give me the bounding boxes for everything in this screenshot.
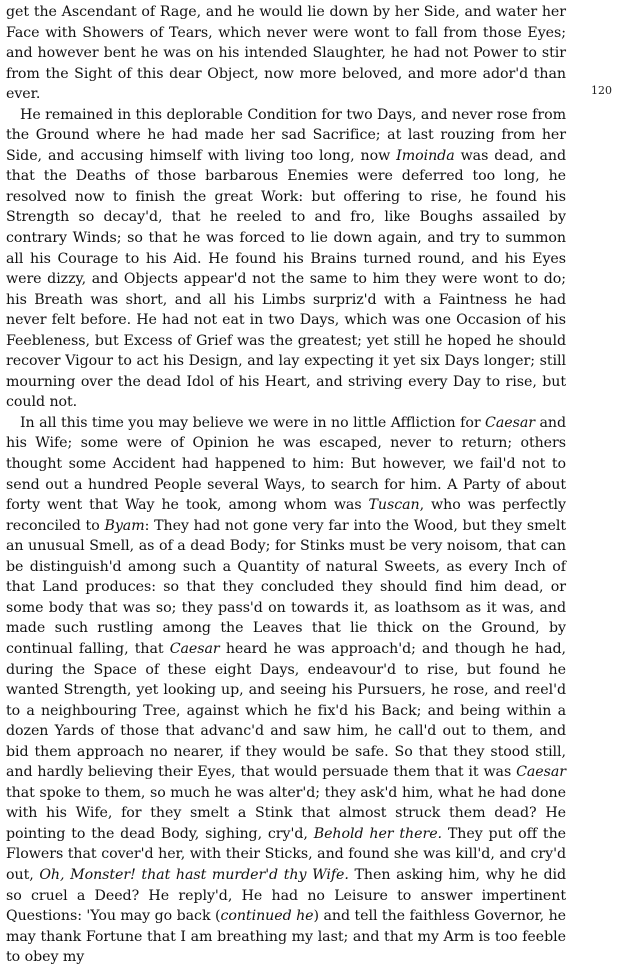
italic-text: Oh, Monster! that hast murder'd thy Wife. bbox=[39, 866, 349, 883]
text-run: was dead, and that the Deaths of those barbarous Enemies were deferred too long, he resolved now to finish the great Work: but offering to rise, he found his Strength so decay'd, that he reeled to and fro, like Boughs assailed by contrary Winds; so that he was forced to lie down again, and try to summon all his Courage to his Aid. He found his Brains turned round, and his Eyes were dizzy, and Objects appear'd not the same to him they were wont to do; his Breath was short, and all his Limbs surpriz'd with a Faintness he had never felt before. He had not eat in two Days, which was one Occasion of his Feebleness, but Excess of Grief was the greatest; yet still he hoped he should recover Vigour to act his Design, and lay expecting it yet six Days longer; still mourning over the dead Idol of his Heart, and striving every Day to rise, but could not. bbox=[6, 147, 567, 411]
italic-text: continued he bbox=[220, 908, 314, 925]
paragraph bbox=[6, 105, 566, 413]
text-run: Then asking him, why he did so cruel a Deed? He reply'd, He had no Leisure to answer impertinent Questions: 'You may go back ( bbox=[6, 866, 566, 925]
text-run: They put off the Flowers that cover'd her, with their Sticks, and found she was kill'd, and cry'd out, bbox=[6, 825, 567, 883]
document-body bbox=[6, 2, 566, 968]
paragraph bbox=[6, 413, 566, 968]
text-run: In all this time you may believe we were in no little Affliction for bbox=[20, 414, 486, 431]
text-run: and his Wife; some were of Opinion he was escaped, never to return; others thought some Accident had happened to him: But however, we fail'd not to send out a hundred People several Ways, to search for him. A Party of about forty went that Way he took, among whom was bbox=[6, 414, 566, 514]
italic-text: Byam bbox=[104, 517, 145, 534]
text-run: He remained in this deplorable Condition for two Days, and never rose from the Ground where he had made her sad Sacrifice; at last rouzing from her Side, and accusing himself with living too long, now bbox=[6, 106, 566, 164]
text-run: : They had not gone very far into the Wood, but they smelt an unusual Smell, as of a dead Body; for Stinks must be very noisom, that can be distinguish'd among such a Quantity of natural Sweets, as every Inch of that Land produces: so that they concluded they should find him dead, or some body that was so; they pass'd on towards it, as loathsom as it was, and made such rustling among the Leaves that lie thick on the Ground, by continual falling, that bbox=[6, 517, 566, 657]
italic-text: Caesar bbox=[516, 764, 566, 781]
page-number: 120 bbox=[591, 84, 612, 97]
italic-text: Imoinda bbox=[396, 147, 455, 164]
italic-text: Behold her there. bbox=[313, 825, 443, 842]
text-run: heard he was approach'd; and though he had, during the Space of these eight Days, endeavour'd to rise, but found he wanted Strength, yet looking up, and seeing his Pursuers, he rose, and reel'd to a neighbouring Tree, against which he fix'd his Back; and being within a dozen Yards of those that advanc'd and saw him, he call'd out to them, and bid them approach no nearer, if they would be safe. So that they stood still, and hardly believing their Eyes, that would persuade them that it was bbox=[6, 640, 566, 781]
italic-text: Caesar bbox=[485, 414, 535, 431]
italic-text: Tuscan bbox=[368, 497, 420, 514]
text-run: , who was perfectly reconciled to bbox=[6, 497, 567, 534]
text-run: that spoke to them, so much he was alter'd; they ask'd him, what he had done with his Wife, for they smelt a Stink that almost struck them dead? He pointing to the dead Body, sighing, cry'd, bbox=[6, 784, 566, 842]
text-run: ) and tell the faithless Governor, he may thank Fortune that I am breathing my last; and that my Arm is too feeble to obey my bbox=[6, 908, 567, 966]
paragraph bbox=[6, 2, 566, 105]
italic-text: Caesar bbox=[169, 640, 220, 657]
text-run: get the Ascendant of Rage, and he would lie down by her Side, and water her Face with Showers of Tears, which never were wont to fall from those Eyes; and however bent he was on his intended Slaughter, he had not Power to stir from the Sight of this dear Object, now more beloved, and more ador'd than ever. bbox=[6, 4, 566, 103]
